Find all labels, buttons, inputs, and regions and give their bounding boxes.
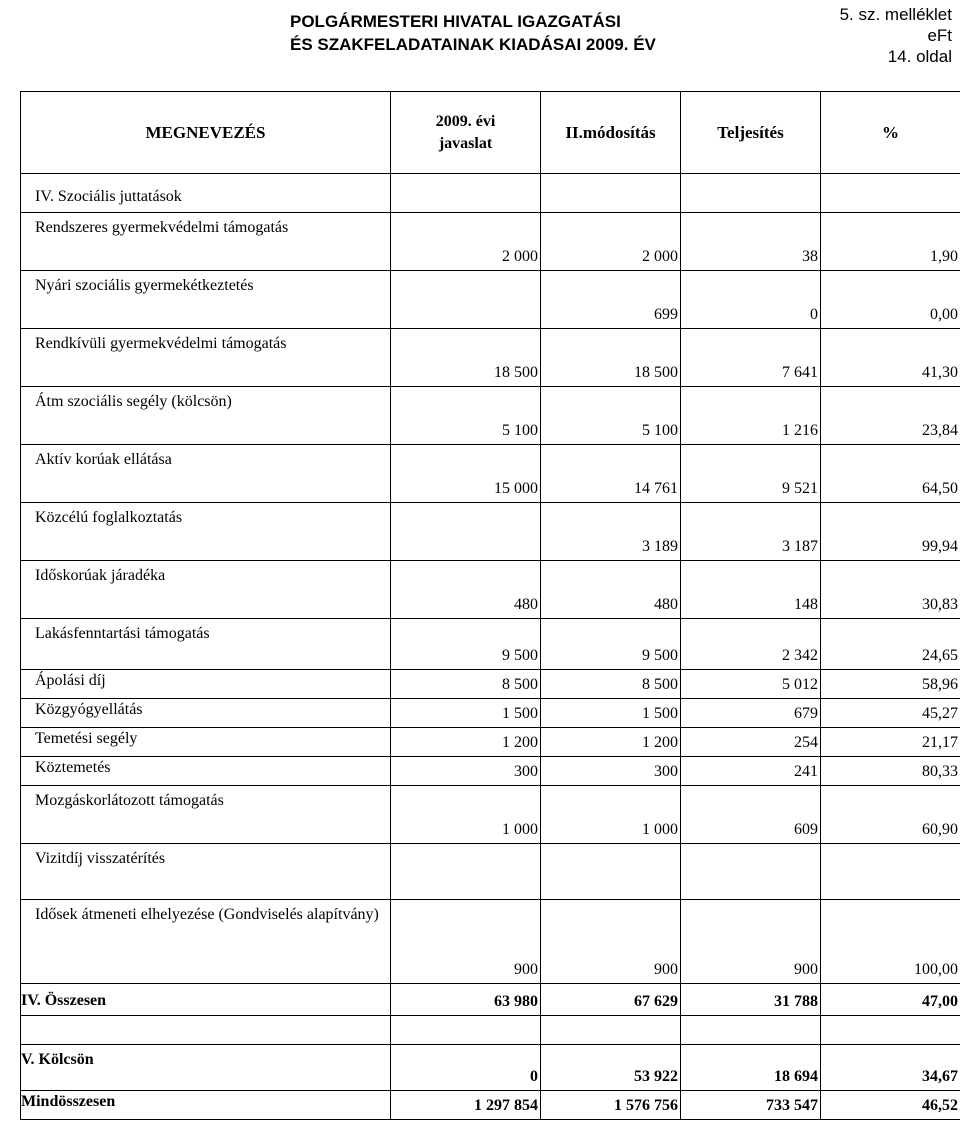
- table-header-row: [21, 92, 960, 174]
- row-proposal: 1 500: [391, 699, 541, 728]
- table-row: [21, 699, 960, 728]
- row-modification: 2 000: [541, 213, 681, 271]
- row-proposal: 18 500: [391, 329, 541, 387]
- grand-total-percent: 46,52: [821, 1091, 960, 1120]
- row-percent: 1,90: [821, 213, 960, 271]
- row-label: Közgyógyellátás: [21, 699, 391, 728]
- row-completion: 3 187: [681, 503, 821, 561]
- row-label: Mozgáskorlátozott támogatás: [21, 786, 391, 844]
- col-header-proposal-line2: javaslat: [438, 134, 493, 152]
- section-title: IV. Szociális juttatások: [21, 174, 391, 213]
- row-proposal: [391, 271, 541, 329]
- row-percent: 80,33: [821, 757, 960, 786]
- table-row: [21, 844, 960, 900]
- row-completion: 0: [681, 271, 821, 329]
- row-proposal: [391, 844, 541, 900]
- table-row: [21, 213, 960, 271]
- row-modification: 3 189: [541, 503, 681, 561]
- col-header-percent: %: [821, 92, 960, 174]
- row-label: Temetési segély: [21, 728, 391, 757]
- grand-total-row: [21, 1091, 960, 1120]
- row-percent: 24,65: [821, 619, 960, 670]
- row-label: Időskorúak járadéka: [21, 561, 391, 619]
- row-completion: 679: [681, 699, 821, 728]
- table-row: [21, 619, 960, 670]
- row-label: Vizitdíj visszatérítés: [21, 844, 391, 900]
- loan-label: V. Kölcsön: [21, 1045, 391, 1091]
- row-modification: 1 200: [541, 728, 681, 757]
- row-completion: 38: [681, 213, 821, 271]
- row-label: Nyári szociális gyermekétkeztetés: [21, 271, 391, 329]
- row-modification: 8 500: [541, 670, 681, 699]
- expenditure-table: [20, 91, 960, 1120]
- row-label: Ápolási díj: [21, 670, 391, 699]
- loan-proposal: 0: [391, 1045, 541, 1091]
- row-percent: 60,90: [821, 786, 960, 844]
- row-label: Köztemetés: [21, 757, 391, 786]
- table-row: [21, 728, 960, 757]
- col-header-name: MEGNEVEZÉS: [21, 92, 391, 174]
- row-modification: [541, 844, 681, 900]
- col-header-proposal: [391, 92, 541, 174]
- row-completion: [681, 844, 821, 900]
- section-total-label: IV. Összesen: [21, 984, 391, 1016]
- col-header-modification: II.módosítás: [541, 92, 681, 174]
- row-modification: 1 500: [541, 699, 681, 728]
- row-proposal: 8 500: [391, 670, 541, 699]
- row-proposal: 300: [391, 757, 541, 786]
- section-total-modification: 67 629: [541, 984, 681, 1016]
- section-total-proposal: 63 980: [391, 984, 541, 1016]
- page-info: [840, 4, 952, 67]
- row-modification: 18 500: [541, 329, 681, 387]
- attachment-label: 5. sz. melléklet: [839, 5, 952, 24]
- row-percent: 64,50: [821, 445, 960, 503]
- grand-total-modification: 1 576 756: [541, 1091, 681, 1120]
- row-modification: 480: [541, 561, 681, 619]
- document-title: [290, 10, 656, 56]
- table-row: [21, 670, 960, 699]
- row-proposal: [391, 503, 541, 561]
- table-row: [21, 786, 960, 844]
- row-percent: 23,84: [821, 387, 960, 445]
- table-row: [21, 757, 960, 786]
- row-proposal: 15 000: [391, 445, 541, 503]
- row-modification: 300: [541, 757, 681, 786]
- table-row: [21, 900, 960, 984]
- row-completion: 9 521: [681, 445, 821, 503]
- page-number: 14. oldal: [887, 47, 952, 66]
- section-total-row: [21, 984, 960, 1016]
- row-label: Lakásfenntartási támogatás: [21, 619, 391, 670]
- row-completion: 609: [681, 786, 821, 844]
- row-percent: 45,27: [821, 699, 960, 728]
- row-label: Rendszeres gyermekvédelmi támogatás: [21, 213, 391, 271]
- row-completion: 148: [681, 561, 821, 619]
- row-completion: 5 012: [681, 670, 821, 699]
- row-label: Aktív korúak ellátása: [21, 445, 391, 503]
- row-percent: 0,00: [821, 271, 960, 329]
- title-line-2: ÉS SZAKFELADATAINAK KIADÁSAI 2009. ÉV: [290, 35, 656, 54]
- row-modification: 14 761: [541, 445, 681, 503]
- loan-row: [21, 1045, 960, 1091]
- table-row: [21, 387, 960, 445]
- row-proposal: 2 000: [391, 213, 541, 271]
- row-modification: 1 000: [541, 786, 681, 844]
- row-proposal: 900: [391, 900, 541, 984]
- col-header-proposal-line1: 2009. évi: [435, 112, 496, 130]
- row-modification: 5 100: [541, 387, 681, 445]
- table-row: [21, 561, 960, 619]
- row-percent: 21,17: [821, 728, 960, 757]
- row-percent: 58,96: [821, 670, 960, 699]
- row-label: Rendkívüli gyermekvédelmi támogatás: [21, 329, 391, 387]
- loan-completion: 18 694: [681, 1045, 821, 1091]
- row-percent: [821, 844, 960, 900]
- row-label: Közcélú foglalkoztatás: [21, 503, 391, 561]
- row-modification: 9 500: [541, 619, 681, 670]
- spacer-row: [21, 1016, 960, 1045]
- title-line-1: POLGÁRMESTERI HIVATAL IGAZGATÁSI: [290, 12, 621, 31]
- row-completion: 7 641: [681, 329, 821, 387]
- grand-total-label: Mindösszesen: [21, 1091, 391, 1120]
- table-row: [21, 271, 960, 329]
- loan-modification: 53 922: [541, 1045, 681, 1091]
- row-completion: 254: [681, 728, 821, 757]
- loan-percent: 34,67: [821, 1045, 960, 1091]
- row-proposal: 1 000: [391, 786, 541, 844]
- row-label: Idősek átmeneti elhelyezése (Gondviselés alapítvány): [21, 900, 391, 984]
- grand-total-proposal: 1 297 854: [391, 1091, 541, 1120]
- table-row: [21, 329, 960, 387]
- section-title-row: [21, 174, 960, 213]
- section-total-completion: 31 788: [681, 984, 821, 1016]
- row-completion: 1 216: [681, 387, 821, 445]
- row-proposal: 5 100: [391, 387, 541, 445]
- unit-label: eFt: [927, 26, 952, 45]
- row-percent: 30,83: [821, 561, 960, 619]
- table-row: [21, 445, 960, 503]
- col-header-completion: Teljesítés: [681, 92, 821, 174]
- row-proposal: 1 200: [391, 728, 541, 757]
- row-completion: 241: [681, 757, 821, 786]
- row-completion: 900: [681, 900, 821, 984]
- row-label: Átm szociális segély (kölcsön): [21, 387, 391, 445]
- row-proposal: 9 500: [391, 619, 541, 670]
- row-modification: 699: [541, 271, 681, 329]
- row-modification: 900: [541, 900, 681, 984]
- row-percent: 100,00: [821, 900, 960, 984]
- row-proposal: 480: [391, 561, 541, 619]
- row-completion: 2 342: [681, 619, 821, 670]
- section-total-percent: 47,00: [821, 984, 960, 1016]
- row-percent: 41,30: [821, 329, 960, 387]
- row-percent: 99,94: [821, 503, 960, 561]
- grand-total-completion: 733 547: [681, 1091, 821, 1120]
- table-row: [21, 503, 960, 561]
